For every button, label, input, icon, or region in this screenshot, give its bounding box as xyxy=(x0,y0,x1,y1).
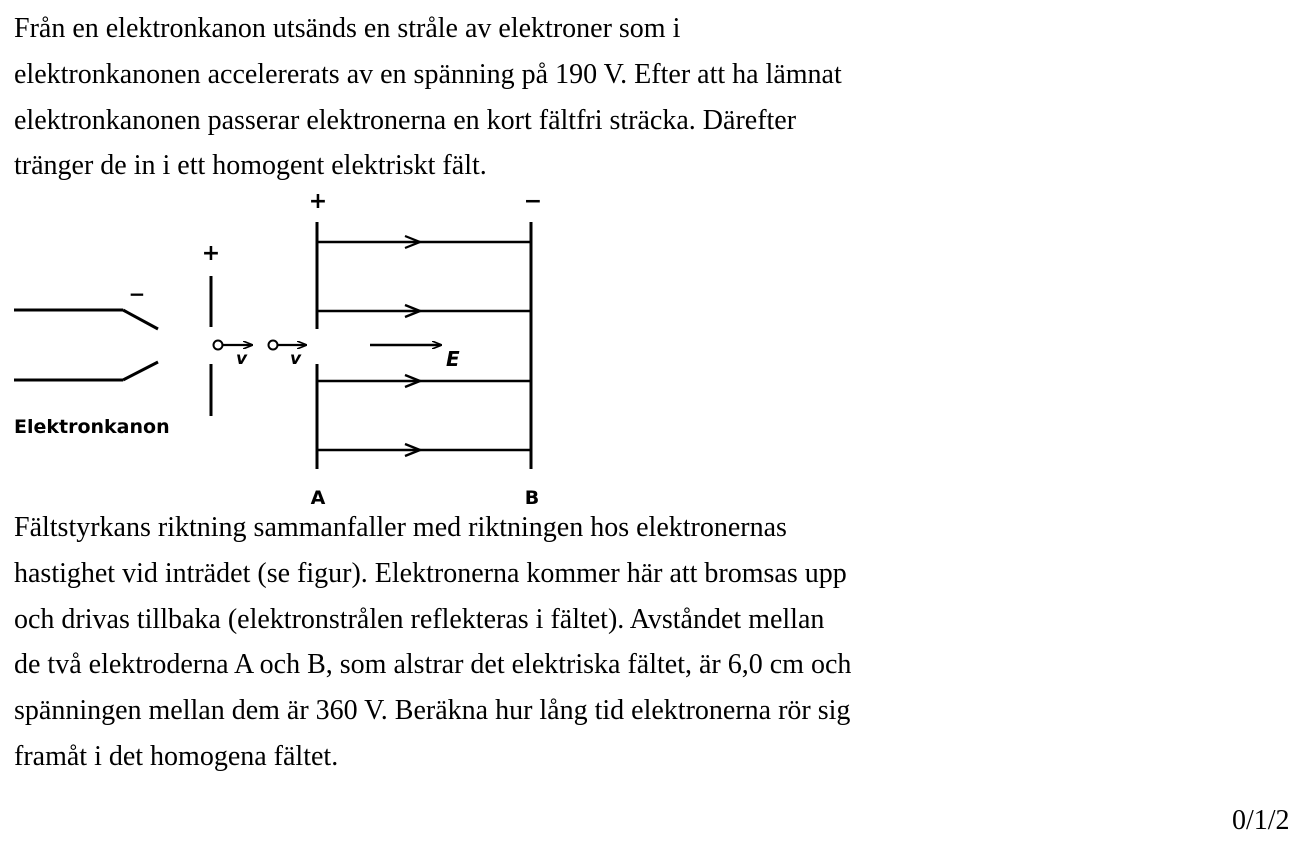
text-line: Fältstyrkans riktning sammanfaller med riktningen hos elektronernas xyxy=(14,512,787,543)
text-line: de två elektroderna A och B, som alstrar det elektriska fältet, är 6,0 cm och xyxy=(14,649,852,681)
electron-1 xyxy=(214,341,253,370)
problem-paragraph-intro xyxy=(14,6,989,189)
text-line: Från en elektronkanon utsänds en stråle av elektroner som i xyxy=(14,13,681,44)
text-line: elektronkanonen passerar elektronerna en kort fältfri sträcka. Därefter xyxy=(14,104,797,136)
electrode-a xyxy=(309,189,327,509)
electrode-b xyxy=(524,189,542,509)
score-indicator: 0/1/2 xyxy=(1232,805,1290,836)
plate-a-plus-sign: + xyxy=(308,189,328,214)
plate-a-label: A xyxy=(310,487,326,509)
velocity-label: v xyxy=(290,349,302,369)
electron-dot xyxy=(214,341,223,350)
text-line: spänningen mellan dem är 360 V. Beräkna hur lång tid elektronerna rör sig xyxy=(14,695,851,727)
text-line: elektronkanonen accelererats av en spänning på 190 V. Efter att ha lämnat xyxy=(14,58,842,90)
anode-plus-sign: + xyxy=(201,241,221,266)
gun-anode xyxy=(202,241,220,416)
field-label: E xyxy=(446,347,460,371)
gun-lower-lip xyxy=(123,362,158,380)
electron-2 xyxy=(269,341,307,370)
plate-b-label: B xyxy=(524,487,540,509)
text-line: framåt i det homogena fältet. xyxy=(14,740,339,772)
text-line: och drivas tillbaka (elektronstrålen reflekteras i fältet). Avståndet mellan xyxy=(14,603,825,635)
gun-minus-sign: − xyxy=(128,282,146,306)
electron-gun-field-figure xyxy=(0,186,560,510)
velocity-label: v xyxy=(236,349,248,369)
field-direction xyxy=(370,345,460,371)
text-line: tränger de in i ett homogent elektriskt fält. xyxy=(14,150,487,182)
electron-dot xyxy=(269,341,278,350)
gun-label: Elektronkanon xyxy=(14,416,170,438)
text-line: hastighet vid inträdet (se figur). Elektronerna kommer här att bromsas upp xyxy=(14,557,847,589)
problem-paragraph-question xyxy=(14,505,989,780)
gun-upper-lip xyxy=(123,310,158,329)
electron-gun xyxy=(14,282,170,438)
plate-b-minus-sign: − xyxy=(523,189,543,214)
